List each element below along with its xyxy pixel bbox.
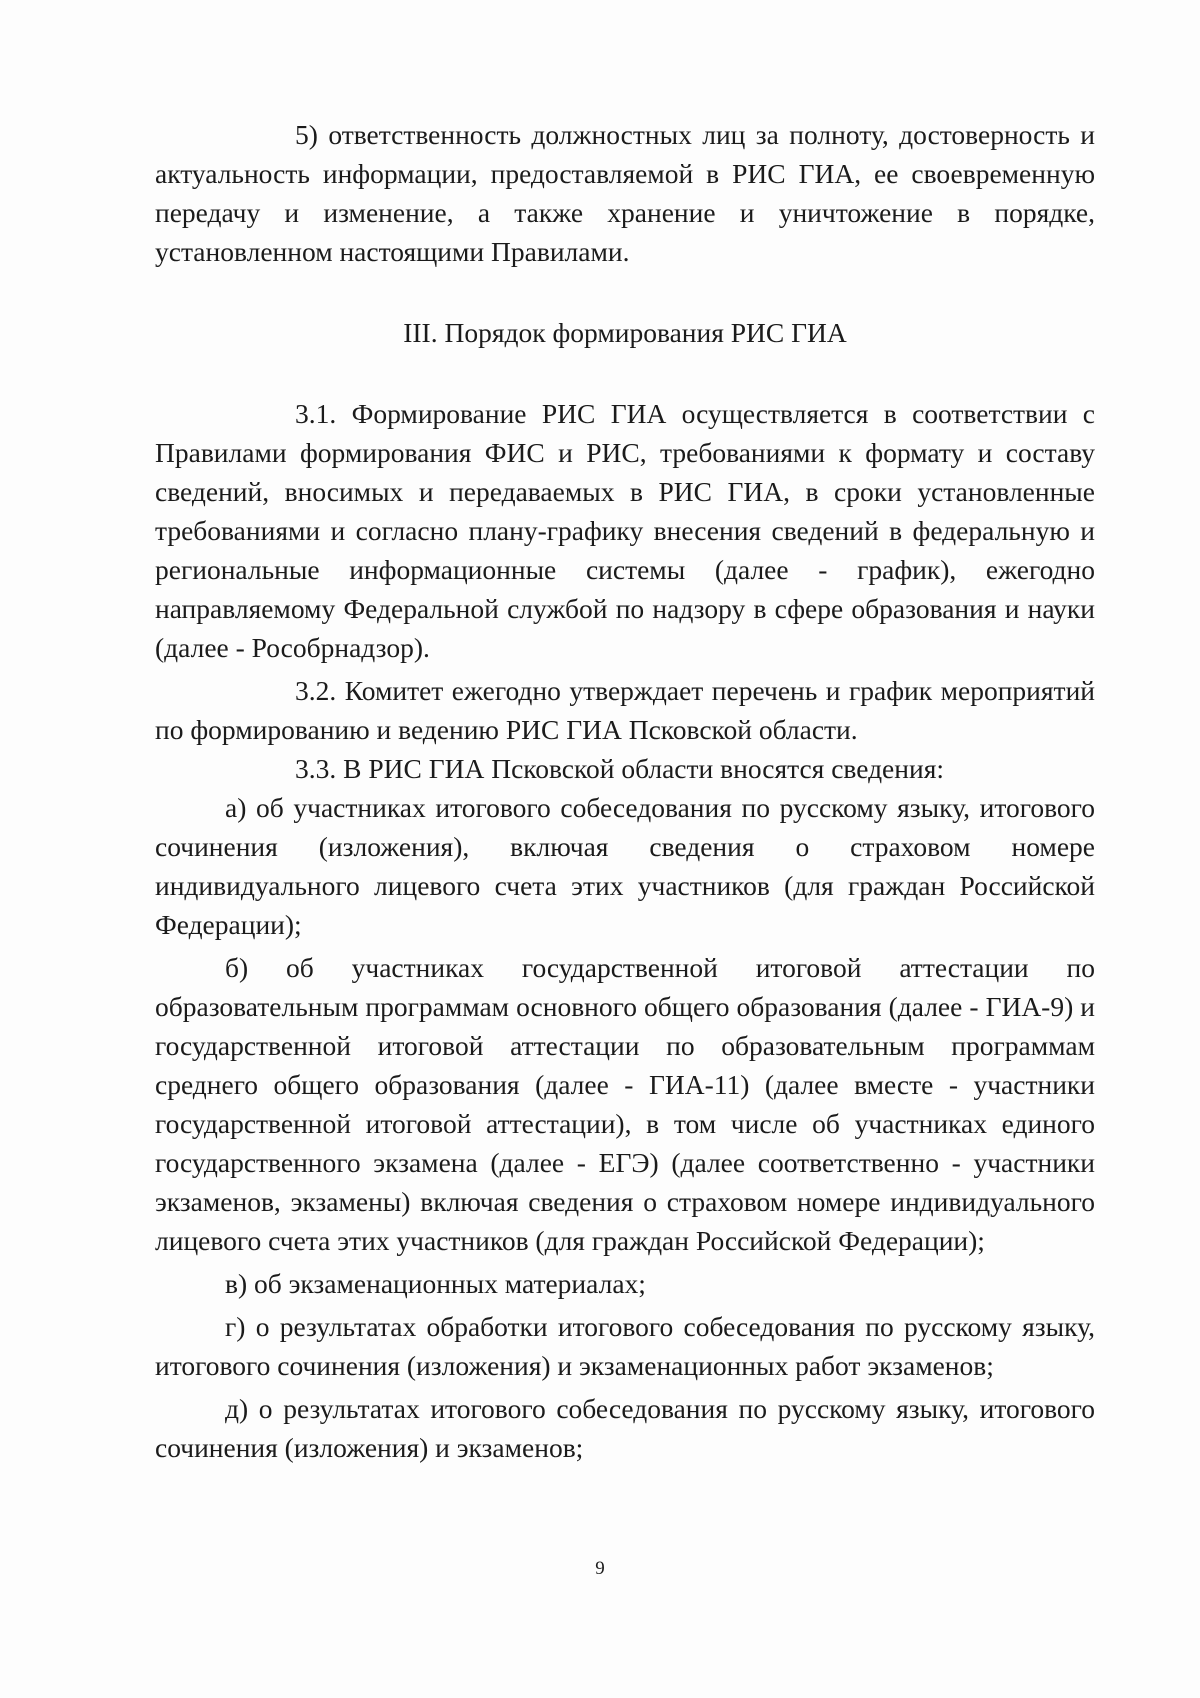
paragraph-3-3 bbox=[155, 749, 1095, 788]
subitem-a: а) об участниках итогового собеседования по русскому языку, итогового сочинения (изложения), включая сведения о страховом номере индивидуального лицевого счета этих участников (для граждан Российской Федерации); bbox=[155, 792, 1095, 940]
page-number: 9 bbox=[595, 1558, 605, 1579]
paragraph-3-1 bbox=[155, 394, 1095, 667]
item-5-text: ответственность должностных лиц за полноту, достоверность и актуальность информации, предоставляемой в РИС ГИА, ее своевременную передачу и изменение, а также хранение и уничтожение в порядке, установленном настоящими Правилами. bbox=[155, 119, 1095, 267]
paragraph-3-2-text: Комитет ежегодно утверждает перечень и график мероприятий по формированию и ведению РИС ГИА Псковской области. bbox=[155, 675, 1095, 745]
paragraph-3-1-text: Формирование РИС ГИА осуществляется в соответствии с Правилами формирования ФИС и РИС, требованиями к формату и составу сведений, вносимых и передаваемых в РИС ГИА, в сроки установленные требованиями и согласно плану-графику внесения сведений в федеральную и региональные информационные системы (далее - график), ежегодно направляемому Федеральной службой по надзору в сфере образования и науки (далее - Рособрнадзор). bbox=[155, 398, 1096, 663]
paragraph-3-3-text: В РИС ГИА Псковской области вносятся сведения: bbox=[343, 753, 944, 784]
paragraph-3-3-number: 3.3. bbox=[295, 753, 337, 784]
subitem-b: б) об участниках государственной итоговой аттестации по образовательным программам основного общего образования (далее - ГИА-9) и государственной итоговой аттестации по образовательным программам среднего общего образования (далее - ГИА-11) (далее вместе - участники государственной итоговой аттестации), в том числе об участниках единого государственного экзамена (далее - ЕГЭ) (далее соответственно - участники экзаменов, экзамены) включая сведения о страховом номере индивидуального лицевого счета этих участников (для граждан Российской Федерации); bbox=[155, 952, 1095, 1256]
document-body bbox=[155, 115, 1095, 1467]
subitem-d: д) о результатах итогового собеседования по русскому языку, итогового сочинения (изложения) и экзаменов; bbox=[155, 1393, 1095, 1463]
paragraph-3-2-number: 3.2. bbox=[295, 675, 337, 706]
subitem-g: г) о результатах обработки итогового собеседования по русскому языку, итогового сочинения (изложения) и экзаменационных работ экзаменов; bbox=[155, 1311, 1095, 1381]
subitem-v: в) об экзаменационных материалах; bbox=[225, 1268, 646, 1299]
paragraph-3-2 bbox=[155, 671, 1095, 749]
item-5 bbox=[155, 115, 1095, 271]
section-3-title: III. Порядок формирования РИС ГИА bbox=[403, 317, 847, 348]
item-5-number: 5) bbox=[295, 119, 318, 150]
paragraph-3-1-number: 3.1. bbox=[295, 398, 337, 429]
